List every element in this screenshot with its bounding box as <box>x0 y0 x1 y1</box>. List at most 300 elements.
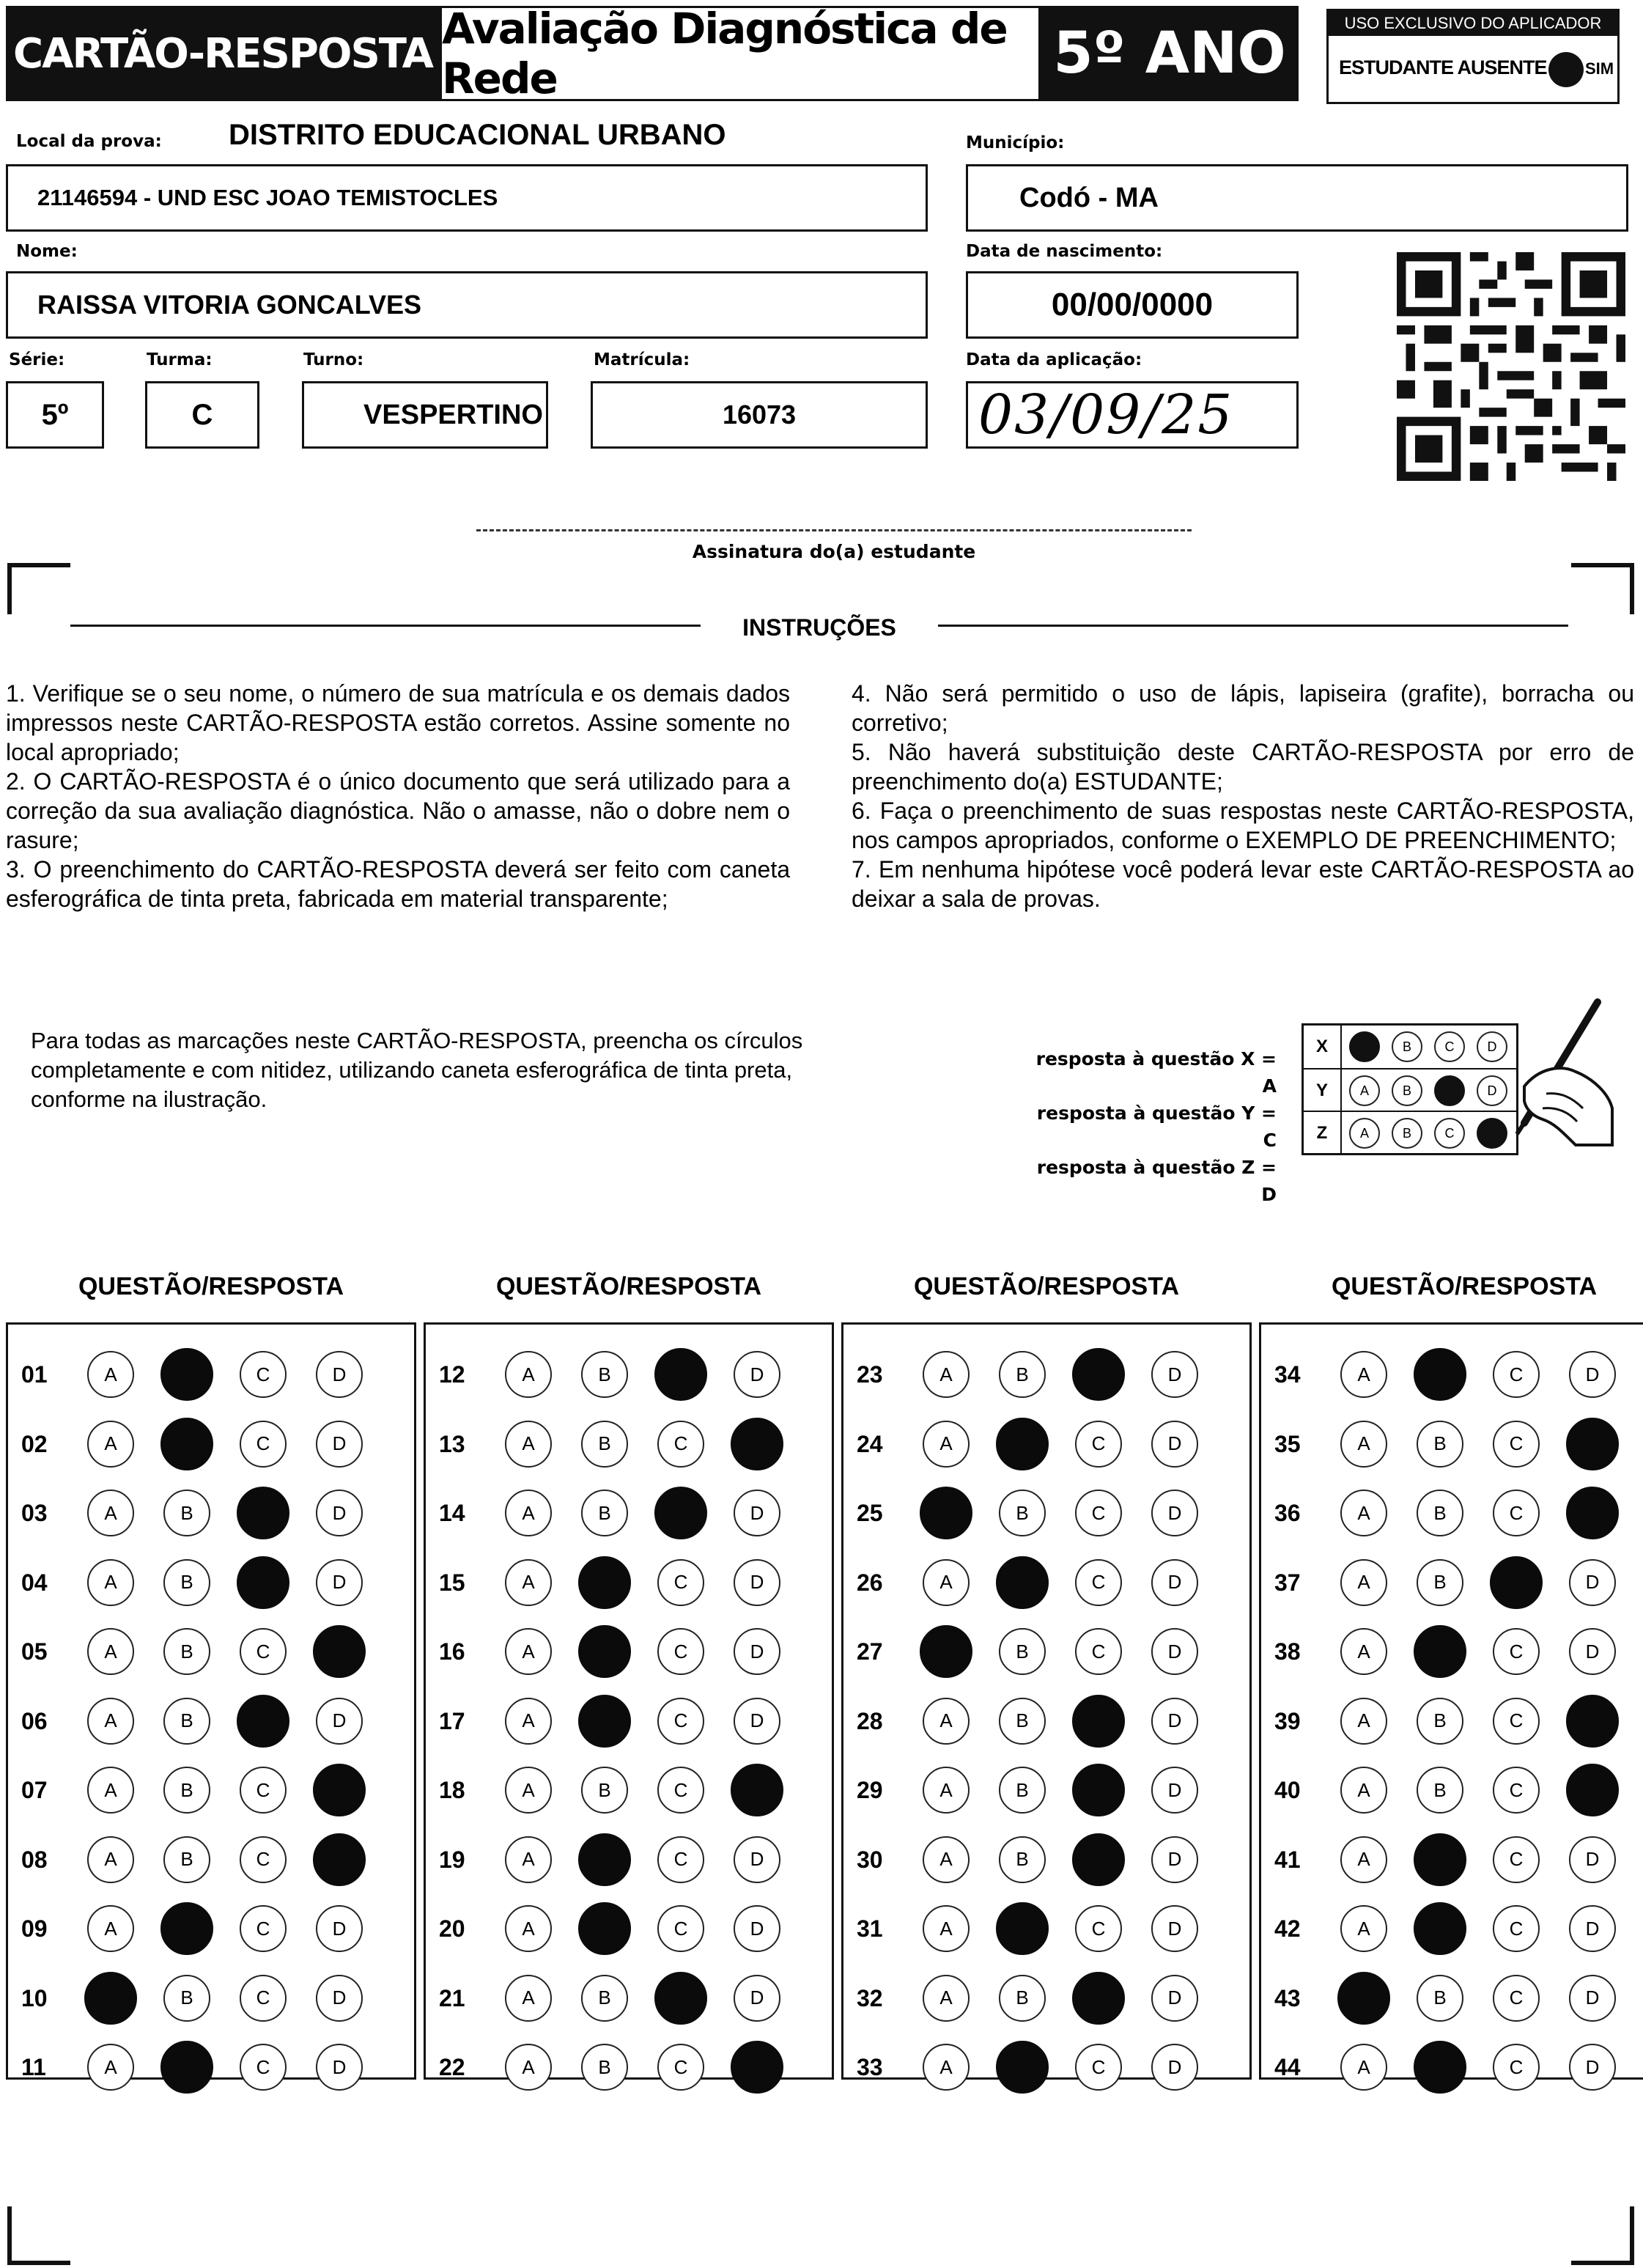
question-number: 34 <box>1274 1361 1301 1388</box>
answer-bubble-c[interactable]: C <box>1493 1905 1540 1952</box>
answer-bubble-c[interactable]: C <box>240 1628 287 1675</box>
answer-bubble-c[interactable]: C <box>240 2044 287 2091</box>
answer-bubble-d[interactable] <box>1566 1764 1619 1816</box>
exam-title: Avaliação Diagnóstica de Rede <box>440 6 1041 101</box>
answer-bubble-a[interactable]: A <box>923 1559 970 1606</box>
question-number: 31 <box>857 1915 883 1942</box>
question-row <box>426 1825 832 1895</box>
answer-bubble-c[interactable]: C <box>240 1767 287 1814</box>
answer-bubble-a[interactable]: A <box>505 1559 552 1606</box>
answer-bubble-d[interactable]: D <box>1569 1628 1616 1675</box>
answer-bubble-c[interactable] <box>1072 1833 1125 1886</box>
answer-bubble-d[interactable]: D <box>1151 1351 1198 1398</box>
answer-bubble-c[interactable] <box>237 1487 289 1539</box>
answer-bubble-d[interactable]: D <box>1151 1698 1198 1745</box>
answer-bubble-c[interactable]: C <box>240 1975 287 2022</box>
question-row <box>1261 1339 1643 1410</box>
answer-bubble-c[interactable]: C <box>1493 1490 1540 1536</box>
answer-bubble-d[interactable]: D <box>1151 1628 1198 1675</box>
question-row <box>8 1963 414 2033</box>
answer-bubble-b[interactable]: B <box>1417 1975 1463 2022</box>
answer-bubble-d[interactable]: D <box>316 1559 363 1606</box>
answer-bubble-a[interactable]: A <box>1340 1698 1387 1745</box>
answer-bubble-c[interactable]: C <box>1075 1559 1122 1606</box>
question-row <box>426 1409 832 1479</box>
application-date-label: Data da aplicação: <box>966 350 1142 369</box>
question-row <box>8 1686 414 1756</box>
question-number: 10 <box>21 1984 48 2011</box>
answer-bubble-c[interactable]: C <box>657 1698 704 1745</box>
shift-value: VESPERTINO <box>363 399 543 430</box>
instructions-left <box>6 679 790 913</box>
class-label: Turma: <box>147 350 213 369</box>
answer-column <box>1259 1322 1643 2080</box>
pen-hand-icon <box>1473 998 1620 1152</box>
answer-bubble-c[interactable] <box>654 1487 707 1539</box>
question-row <box>426 1547 832 1618</box>
answer-bubble-b[interactable]: B <box>581 1975 628 2022</box>
answer-bubble-a[interactable]: A <box>505 1975 552 2022</box>
answer-bubble-c[interactable] <box>237 1695 289 1748</box>
municipality-value: Codó - MA <box>1019 182 1159 213</box>
answer-bubble-d[interactable] <box>731 1418 783 1470</box>
answer-bubble-d[interactable]: D <box>316 2044 363 2091</box>
question-number: 37 <box>1274 1569 1301 1596</box>
question-number: 11 <box>21 2054 46 2080</box>
answer-bubble-a[interactable]: A <box>923 1767 970 1814</box>
question-row <box>426 1893 832 1964</box>
enrollment-field <box>591 381 928 449</box>
answer-bubble-a[interactable]: A <box>1340 1836 1387 1883</box>
question-number: 03 <box>21 1500 48 1526</box>
answer-bubble-a[interactable]: A <box>1340 1559 1387 1606</box>
signature-label: Assinatura do(a) estudante <box>692 541 976 562</box>
question-row <box>843 2032 1249 2102</box>
example-bubble-d: D <box>1477 1118 1507 1149</box>
answer-bubble-c[interactable]: C <box>1493 1421 1540 1468</box>
answer-bubble-d[interactable]: D <box>1151 1905 1198 1952</box>
frame-corner-bottom-left-v <box>7 2206 12 2265</box>
answer-bubble-c[interactable]: C <box>1493 1975 1540 2022</box>
answer-bubble-d[interactable]: D <box>734 1698 780 1745</box>
answer-bubble-a[interactable]: A <box>87 1836 134 1883</box>
class-field <box>145 381 259 449</box>
question-row <box>843 1478 1249 1548</box>
answer-bubble-b[interactable]: B <box>163 1490 210 1536</box>
answer-bubble-a[interactable]: A <box>1340 1905 1387 1952</box>
question-number: 30 <box>857 1846 883 1873</box>
instruction-item: 1. Verifique se o seu nome, o número de sua matrícula e os demais dados impressos neste CARTÃO-RESPOSTA estão corretos. Assine somente no local apropriado; <box>6 680 790 765</box>
question-number: 27 <box>857 1638 883 1665</box>
answer-bubble-c[interactable]: C <box>1493 1836 1540 1883</box>
answer-bubble-b[interactable]: B <box>581 1490 628 1536</box>
question-row <box>843 1686 1249 1756</box>
example-line: resposta à questão Z = D <box>1036 1157 1277 1205</box>
instruction-item: 6. Faça o preenchimento de suas respostas neste CARTÃO-RESPOSTA, nos campos apropriados, conforme o EXEMPLO DE PREENCHIMENTO; <box>852 798 1634 853</box>
answer-bubble-c[interactable]: C <box>657 1559 704 1606</box>
answer-bubble-c[interactable]: C <box>240 1421 287 1468</box>
answer-column <box>6 1322 416 2080</box>
answer-bubble-b[interactable] <box>1414 1348 1466 1401</box>
answer-bubble-a[interactable]: A <box>505 1628 552 1675</box>
question-number: 22 <box>439 2054 465 2080</box>
answer-bubble-a[interactable] <box>920 1625 972 1678</box>
answer-bubble-c[interactable] <box>654 1972 707 2025</box>
answer-bubble-d[interactable]: D <box>734 1975 780 2022</box>
answer-bubble-b[interactable]: B <box>999 1836 1046 1883</box>
question-number: 33 <box>857 2054 883 2080</box>
answer-bubble-b[interactable] <box>1414 1902 1466 1955</box>
answer-bubble-a[interactable]: A <box>505 1490 552 1536</box>
answer-bubble-b[interactable] <box>578 1556 631 1609</box>
answer-bubble-d[interactable]: D <box>734 1490 780 1536</box>
answer-bubble-b[interactable]: B <box>999 1698 1046 1745</box>
answer-bubble-b[interactable]: B <box>581 1351 628 1398</box>
answer-bubble-b[interactable]: B <box>1417 1698 1463 1745</box>
question-row <box>426 1478 832 1548</box>
birth-label: Data de nascimento: <box>966 242 1163 261</box>
answer-bubble-a[interactable] <box>84 1972 137 2025</box>
frame-corner-top-right <box>1571 563 1634 567</box>
answer-bubble-c[interactable]: C <box>1493 1767 1540 1814</box>
answer-bubble-a[interactable]: A <box>1340 1767 1387 1814</box>
application-date-field <box>966 381 1299 449</box>
question-row <box>8 2032 414 2102</box>
answer-bubble-b[interactable] <box>578 1695 631 1748</box>
answer-bubble-b[interactable]: B <box>581 1421 628 1468</box>
answer-bubble-b[interactable]: B <box>163 1836 210 1883</box>
question-row <box>426 2032 832 2102</box>
question-number: 32 <box>857 1984 883 2011</box>
answer-bubble-a[interactable]: A <box>923 1698 970 1745</box>
shift-field <box>302 381 548 449</box>
answer-bubble-d[interactable] <box>1566 1418 1619 1470</box>
grade-label: Série: <box>9 350 65 369</box>
answer-bubble-d[interactable]: D <box>734 1836 780 1883</box>
grade-title: 5º ANO <box>1041 6 1299 101</box>
answer-bubble-a[interactable]: A <box>87 1628 134 1675</box>
answer-bubble-c[interactable]: C <box>1075 1421 1122 1468</box>
question-row <box>843 1755 1249 1825</box>
answer-bubble-d[interactable]: D <box>734 1628 780 1675</box>
grade-value: 5º <box>41 398 69 431</box>
frame-corner-bottom-left <box>7 2261 70 2265</box>
instruction-item: 2. O CARTÃO-RESPOSTA é o único documento que será utilizado para a correção da sua avaliação diagnóstica. Não o amasse, não o dobre nem o rasure; <box>6 768 790 853</box>
column-title: QUESTÃO/RESPOSTA <box>913 1273 1180 1300</box>
answer-bubble-b[interactable]: B <box>999 1628 1046 1675</box>
question-number: 06 <box>21 1707 48 1734</box>
enrollment-label: Matrícula: <box>594 350 690 369</box>
fill-note: Para todas as marcações neste CARTÃO-RESPOSTA, preencha os círculos completamente e com nitidez, utilizando caneta esferográfica de tinta preta, conforme na ilustração. <box>31 1028 803 1112</box>
answer-bubble-a[interactable]: A <box>1340 1351 1387 1398</box>
answer-bubble-d[interactable]: D <box>1569 1559 1616 1606</box>
answer-bubble-b[interactable] <box>160 1902 213 1955</box>
answer-bubble-d[interactable]: D <box>734 1559 780 1606</box>
question-row <box>1261 1547 1643 1618</box>
answer-bubble-c[interactable] <box>1072 1695 1125 1748</box>
question-row <box>8 1825 414 1895</box>
answer-bubble-b[interactable] <box>1414 1833 1466 1886</box>
example-bubble-d: D <box>1477 1031 1507 1062</box>
answer-bubble-a[interactable]: A <box>923 1836 970 1883</box>
answer-bubble-c[interactable]: C <box>240 1836 287 1883</box>
example-bubble-c: C <box>1434 1075 1465 1106</box>
question-number: 18 <box>439 1777 465 1803</box>
answer-bubble-d[interactable]: D <box>1569 1905 1616 1952</box>
answer-bubble-a[interactable]: A <box>923 1905 970 1952</box>
answer-bubble-c[interactable]: C <box>1493 1628 1540 1675</box>
answer-bubble-d[interactable]: D <box>316 1975 363 2022</box>
answer-bubble-a[interactable]: A <box>1340 2044 1387 2091</box>
answer-bubble-c[interactable]: C <box>1075 1490 1122 1536</box>
answer-bubble-b[interactable]: B <box>1417 1490 1463 1536</box>
shift-label: Turno: <box>303 350 364 369</box>
question-row <box>8 1478 414 1548</box>
answer-bubble-a[interactable]: A <box>1340 1490 1387 1536</box>
answer-bubble-c[interactable]: C <box>1075 1628 1122 1675</box>
answer-bubble-c[interactable]: C <box>1075 2044 1122 2091</box>
question-row <box>843 1339 1249 1410</box>
answer-bubble-a[interactable]: A <box>505 1767 552 1814</box>
school-value: 21146594 - UND ESC JOAO TEMISTOCLES <box>37 185 498 210</box>
answer-bubble-c[interactable]: C <box>240 1905 287 1952</box>
answer-bubble-b[interactable] <box>996 1418 1049 1470</box>
answer-bubble-b[interactable]: B <box>999 1975 1046 2022</box>
answer-bubble-c[interactable] <box>237 1556 289 1609</box>
answer-bubble-b[interactable]: B <box>163 1698 210 1745</box>
answer-bubble-b[interactable] <box>578 1902 631 1955</box>
column-title: QUESTÃO/RESPOSTA <box>1331 1273 1598 1300</box>
answer-bubble-c[interactable]: C <box>1493 1351 1540 1398</box>
answer-bubble-c[interactable] <box>1490 1556 1543 1609</box>
answer-bubble-b[interactable] <box>160 1418 213 1470</box>
instruction-item: 4. Não será permitido o uso de lápis, lapiseira (grafite), borracha ou corretivo; <box>852 680 1634 736</box>
question-number: 44 <box>1274 2054 1301 2080</box>
enrollment-value: 16073 <box>722 400 797 430</box>
question-number: 41 <box>1274 1846 1301 1873</box>
answer-bubble-b[interactable]: B <box>581 1767 628 1814</box>
answer-bubble-a[interactable]: A <box>1340 1628 1387 1675</box>
municipality-field <box>966 164 1628 232</box>
answer-bubble-d[interactable] <box>731 1764 783 1816</box>
question-number: 43 <box>1274 1984 1301 2011</box>
answer-bubble-b[interactable]: B <box>163 1628 210 1675</box>
answer-column <box>841 1322 1252 2080</box>
answer-bubble-d[interactable]: D <box>734 1351 780 1398</box>
answer-bubble-d[interactable] <box>313 1764 366 1816</box>
answer-bubble-c[interactable]: C <box>657 1628 704 1675</box>
answer-bubble-b[interactable] <box>160 2041 213 2094</box>
answer-bubble-a[interactable]: A <box>87 1698 134 1745</box>
qr-code <box>1397 252 1625 481</box>
answer-bubble-b[interactable]: B <box>999 1767 1046 1814</box>
answer-bubble-d[interactable] <box>313 1625 366 1678</box>
answer-bubble-a[interactable]: A <box>87 1905 134 1952</box>
answer-bubble-d[interactable] <box>731 2041 783 2094</box>
answer-bubble-b[interactable] <box>996 2041 1049 2094</box>
frame-corner-top-right-v <box>1630 563 1634 614</box>
question-row <box>843 1963 1249 2033</box>
answer-bubble-b[interactable]: B <box>581 2044 628 2091</box>
answer-bubble-b[interactable] <box>160 1348 213 1401</box>
answer-bubble-d[interactable]: D <box>1151 1767 1198 1814</box>
answer-bubble-a[interactable]: A <box>87 1421 134 1468</box>
question-number: 29 <box>857 1777 883 1803</box>
answer-bubble-d[interactable]: D <box>316 1490 363 1536</box>
question-number: 20 <box>439 1915 465 1942</box>
question-number: 07 <box>21 1777 48 1803</box>
school-field <box>6 164 928 232</box>
question-row <box>8 1616 414 1687</box>
instruction-item: 7. Em nenhuma hipótese você poderá levar este CARTÃO-RESPOSTA ao deixar a sala de provas. <box>852 856 1634 912</box>
answer-bubble-a[interactable]: A <box>505 2044 552 2091</box>
class-value: C <box>191 398 213 431</box>
question-number: 09 <box>21 1915 48 1942</box>
question-number: 40 <box>1274 1777 1301 1803</box>
answer-bubble-a[interactable]: A <box>87 2044 134 2091</box>
question-number: 25 <box>857 1500 883 1526</box>
answer-bubble-c[interactable]: C <box>657 2044 704 2091</box>
example-bubble-b: B <box>1392 1031 1422 1062</box>
frame-corner-top-left-v <box>7 563 12 614</box>
answer-bubble-d[interactable]: D <box>1151 1421 1198 1468</box>
instructions-rule-left <box>70 625 701 627</box>
answer-bubble-d[interactable] <box>1566 1487 1619 1539</box>
answer-bubble-c[interactable] <box>654 1348 707 1401</box>
answer-bubble-a[interactable]: A <box>87 1351 134 1398</box>
question-row <box>8 1409 414 1479</box>
answer-bubble-d[interactable]: D <box>316 1698 363 1745</box>
answer-bubble-b[interactable] <box>996 1902 1049 1955</box>
municipality-label: Município: <box>966 133 1065 152</box>
answer-bubble-b[interactable]: B <box>1417 1767 1463 1814</box>
card-title: CARTÃO-RESPOSTA <box>6 6 440 101</box>
question-number: 17 <box>439 1707 465 1734</box>
instructions-rule-right <box>938 625 1568 627</box>
answer-bubble-c[interactable]: C <box>1075 1905 1122 1952</box>
answer-bubble-c[interactable]: C <box>657 1836 704 1883</box>
answer-bubble-d[interactable]: D <box>316 1905 363 1952</box>
answer-bubble-d[interactable] <box>1566 1695 1619 1748</box>
answer-bubble-a[interactable] <box>920 1487 972 1539</box>
answer-bubble-c[interactable]: C <box>657 1767 704 1814</box>
answer-bubble-c[interactable] <box>1072 1348 1125 1401</box>
answer-bubble-d[interactable]: D <box>1569 2044 1616 2091</box>
answer-bubble-d[interactable]: D <box>734 1905 780 1952</box>
answer-bubble-a[interactable] <box>1337 1972 1390 2025</box>
answer-bubble-d[interactable]: D <box>1151 1836 1198 1883</box>
answer-bubble-a[interactable]: A <box>87 1767 134 1814</box>
answer-bubble-d[interactable]: D <box>1569 1836 1616 1883</box>
birth-field <box>966 271 1299 339</box>
answer-bubble-d[interactable] <box>313 1833 366 1886</box>
answer-bubble-b[interactable]: B <box>1417 1559 1463 1606</box>
question-row <box>426 1616 832 1687</box>
example-bubble-b: B <box>1392 1075 1422 1106</box>
answer-bubble-c[interactable]: C <box>1493 2044 1540 2091</box>
answer-bubble-d[interactable]: D <box>1569 1351 1616 1398</box>
answer-bubble-c[interactable]: C <box>657 1905 704 1952</box>
column-title: QUESTÃO/RESPOSTA <box>495 1273 762 1300</box>
answer-bubble-b[interactable] <box>578 1833 631 1886</box>
answer-bubble-b[interactable]: B <box>1417 1421 1463 1468</box>
question-number: 02 <box>21 1430 48 1457</box>
question-row <box>1261 1616 1643 1687</box>
answer-bubble-c[interactable]: C <box>657 1421 704 1468</box>
answer-bubble-c[interactable]: C <box>1493 1698 1540 1745</box>
answer-bubble-a[interactable]: A <box>505 1698 552 1745</box>
instructions-right <box>852 679 1634 913</box>
example-bubble-a: A <box>1349 1031 1380 1062</box>
answer-bubble-a[interactable]: A <box>923 1351 970 1398</box>
answer-bubble-d[interactable]: D <box>1151 2044 1198 2091</box>
example-row-label: Z <box>1304 1112 1342 1155</box>
answer-bubble-d[interactable]: D <box>1151 1559 1198 1606</box>
question-number: 39 <box>1274 1707 1301 1734</box>
answer-bubble-a[interactable]: A <box>923 1975 970 2022</box>
signature-line[interactable] <box>476 529 1192 531</box>
question-row <box>1261 1963 1643 2033</box>
example-legend <box>1033 1045 1277 1208</box>
answer-bubble-b[interactable]: B <box>999 1351 1046 1398</box>
answer-bubble-a[interactable]: A <box>505 1905 552 1952</box>
question-row <box>843 1825 1249 1895</box>
question-row <box>843 1893 1249 1964</box>
question-number: 26 <box>857 1569 883 1596</box>
answer-bubble-d[interactable]: D <box>1569 1975 1616 2022</box>
answer-bubble-a[interactable]: A <box>1340 1421 1387 1468</box>
question-number: 28 <box>857 1707 883 1734</box>
name-field <box>6 271 928 339</box>
answer-bubble-a[interactable]: A <box>87 1559 134 1606</box>
answer-bubble-b[interactable]: B <box>163 1559 210 1606</box>
question-number: 04 <box>21 1569 48 1596</box>
answer-bubble-d[interactable]: D <box>1151 1975 1198 2022</box>
absent-bubble[interactable] <box>1548 52 1584 87</box>
answer-bubble-a[interactable]: A <box>923 1421 970 1468</box>
answer-bubble-d[interactable]: D <box>1151 1490 1198 1536</box>
answer-bubble-b[interactable] <box>1414 2041 1466 2094</box>
applicator-only-title: USO EXCLUSIVO DO APLICADOR <box>1329 11 1617 36</box>
question-number: 36 <box>1274 1500 1301 1526</box>
frame-corner-bottom-right-v <box>1630 2206 1634 2265</box>
answer-bubble-a[interactable]: A <box>87 1490 134 1536</box>
application-date-value: 03/09/25 <box>978 383 1234 446</box>
answer-bubble-a[interactable]: A <box>505 1421 552 1468</box>
answer-bubble-b[interactable] <box>996 1556 1049 1609</box>
question-number: 23 <box>857 1361 883 1388</box>
answer-bubble-b[interactable] <box>1414 1625 1466 1678</box>
location-label: Local da prova: <box>16 132 162 151</box>
example-line: resposta à questão X = A <box>1035 1048 1277 1097</box>
answer-bubble-a[interactable]: A <box>923 2044 970 2091</box>
answer-bubble-c[interactable]: C <box>240 1351 287 1398</box>
answer-bubble-d[interactable]: D <box>316 1421 363 1468</box>
answer-bubble-c[interactable] <box>1072 1764 1125 1816</box>
answer-bubble-a[interactable]: A <box>505 1836 552 1883</box>
answer-bubble-b[interactable] <box>578 1625 631 1678</box>
question-number: 12 <box>439 1361 465 1388</box>
question-number: 14 <box>439 1500 465 1526</box>
answer-bubble-b[interactable]: B <box>163 1767 210 1814</box>
example-bubble-c: C <box>1434 1118 1465 1149</box>
question-row <box>843 1409 1249 1479</box>
answer-bubble-c[interactable] <box>1072 1972 1125 2025</box>
answer-bubble-b[interactable]: B <box>999 1490 1046 1536</box>
answer-bubble-b[interactable]: B <box>163 1975 210 2022</box>
answer-bubble-a[interactable]: A <box>505 1351 552 1398</box>
answer-bubble-d[interactable]: D <box>316 1351 363 1398</box>
